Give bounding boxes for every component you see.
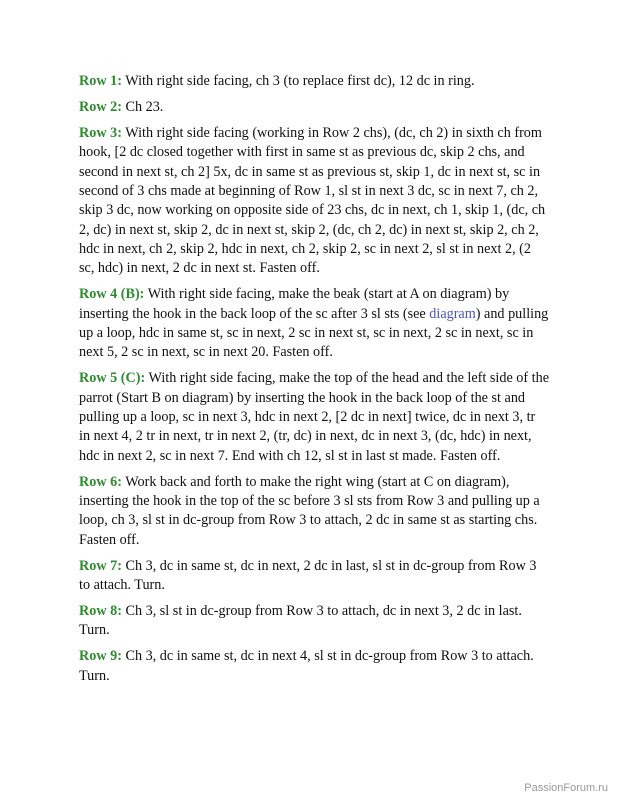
row-1-label: Row 1: [79, 73, 122, 89]
row-1-paragraph [79, 72, 549, 91]
row-1-text: With right side facing, ch 3 (to replace first dc), 12 dc in ring. [121, 73, 475, 89]
row-7-text: Ch 3, dc in same st, dc in next, 2 dc in last, sl st in dc-group from Row 3 to attach. Turn. [79, 557, 537, 593]
row-4-text-before: With right side facing, make the beak (start at A on diagram) by inserting the hook in the back loop of the sc after 3 sl sts (see [79, 286, 510, 322]
row-6-paragraph [79, 473, 549, 550]
pattern-instructions [79, 72, 549, 693]
row-2-paragraph [79, 98, 549, 117]
row-4-text-after: ) and pulling up a loop, hdc in same st, sc in next, 2 sc in next st, sc in next, 2 sc in next, sc in next 5, 2 sc in next, sc in next 20. Fasten off. [79, 305, 549, 361]
row-8-paragraph [79, 602, 549, 641]
diagram-link[interactable]: diagram [429, 305, 476, 322]
row-7-paragraph [79, 557, 549, 596]
row-6-label: Row 6: [79, 473, 122, 490]
row-5-paragraph [79, 369, 549, 465]
site-watermark: PassionForum.ru [524, 782, 608, 794]
row-5-text: With right side facing, make the top of the head and the left side of the parrot (Start B on diagram) by inserting the hook in the back loop of the st and pulling up a loop, sc in next 3, hdc in next 2, [2 dc in next] twice, dc in next 3, tr in next 4, 2 tr in next, tr in next 2, (tr, dc) in next, dc in next 3, (dc, hdc) in next, hdc in next 2, sc in next 7. End with ch 12, sl st in last st made. Fasten off. [79, 370, 549, 464]
row-3-label: Row 3: [79, 125, 122, 142]
row-4-paragraph [79, 285, 549, 362]
row-5-label: Row 5 (C): [79, 370, 146, 387]
row-7-label: Row 7: [79, 557, 122, 574]
row-9-paragraph [79, 647, 549, 686]
row-4-label: Row 4 (B): [79, 286, 145, 303]
row-2-label: Row 2: [79, 99, 122, 116]
row-2-text: Ch 23. [121, 99, 164, 116]
row-3-text: With right side facing (working in Row 2 chs), (dc, ch 2) in sixth ch from hook, [2 dc closed together with first in same st as previous dc, skip 2 chs, and second in next st, ch 2] 5x, dc in same st as previous st, skip 1, dc in next st, sc in second of 3 chs made at beginning of Row 1, sl st in next 3 dc, sc in next 7, ch 2, skip 3 dc, now working on opposite side of 23 chs, dc in next, ch 1, skip 1, (dc, ch 2, dc) in next st, skip 2, dc in next st, skip 2, (dc, ch 2, dc) in next st, skip 2, ch 2, hdc in next, ch 2, skip 2, hdc in next, ch 2, skip 2, sc in next 2, sl st in next 2, (2 sc, hdc) in next, 2 dc in next st. Fasten off. [79, 125, 546, 277]
row-9-label: Row 9: [79, 648, 122, 665]
row-9-text: Ch 3, dc in same st, dc in next 4, sl st in dc-group from Row 3 to attach. Turn. [79, 648, 534, 684]
row-8-text: Ch 3, sl st in dc-group from Row 3 to attach, dc in next 3, 2 dc in last. Turn. [79, 603, 522, 639]
row-3-paragraph [79, 124, 549, 278]
row-6-text: Work back and forth to make the right wing (start at C on diagram), inserting the hook in the top of the sc before 3 sl sts from Row 3 and pulling up a loop, ch 3, sl st in dc-group from Row 3 to attach, 2 dc in same st as starting chs. Fasten off. [79, 473, 540, 548]
row-8-label: Row 8: [79, 603, 122, 619]
